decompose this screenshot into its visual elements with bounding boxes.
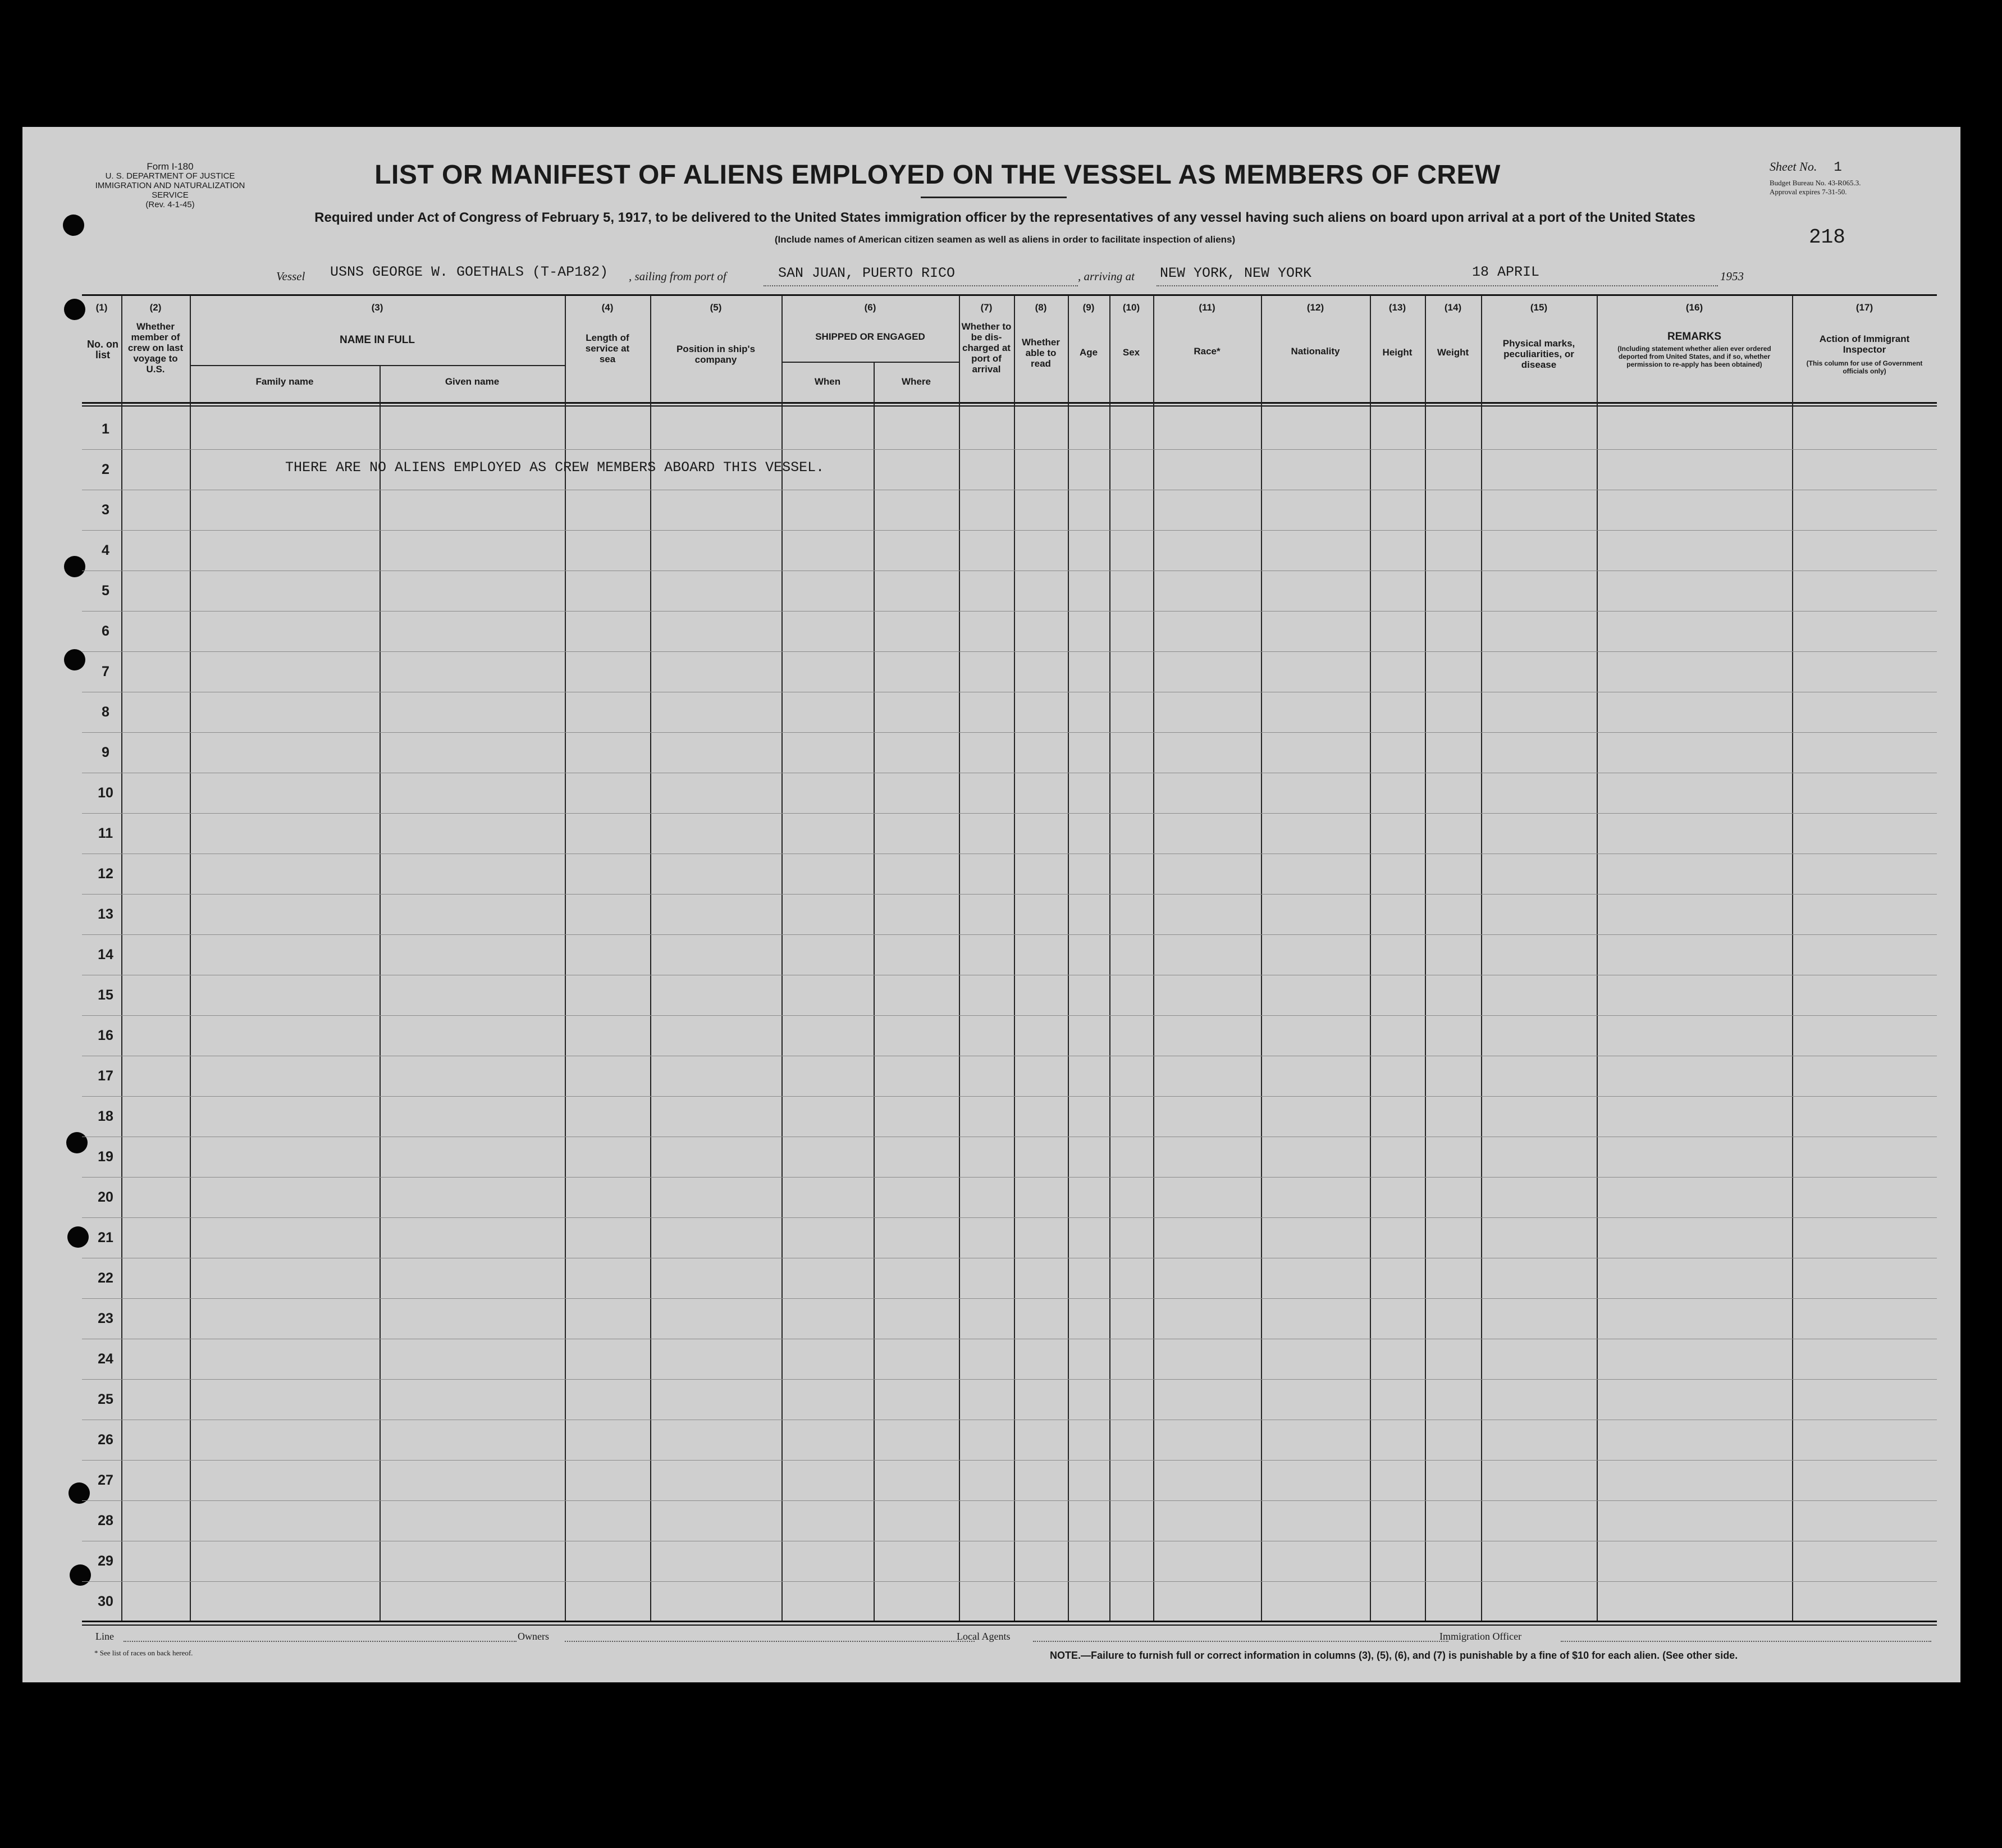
row-number: 23 xyxy=(98,1311,113,1326)
column-divider xyxy=(1109,295,1110,1621)
column-8-label: Whether able to read xyxy=(1022,337,1060,369)
row-number: 9 xyxy=(102,745,109,760)
budget-bureau-number: Budget Bureau No. 43-R065.3. xyxy=(1770,179,1861,187)
line-dotline xyxy=(124,1641,517,1642)
arriving-port: NEW YORK, NEW YORK xyxy=(1160,265,1312,281)
column-4-number: (4) xyxy=(601,302,614,313)
column-17-number: (17) xyxy=(1855,302,1873,313)
form-number: Form I-180 xyxy=(147,161,194,172)
column-11-label: Race* xyxy=(1194,346,1221,357)
form-revision: (Rev. 4-1-45) xyxy=(145,200,195,209)
column-14-label: Weight xyxy=(1437,347,1469,358)
column-14-number: (14) xyxy=(1444,302,1462,313)
column-7-label: Whether to be dis-charged at port of arrival xyxy=(961,321,1012,375)
punch-hole xyxy=(64,649,85,670)
row-rule xyxy=(82,894,1937,895)
row-number: 29 xyxy=(98,1553,113,1569)
row-number: 22 xyxy=(98,1270,113,1286)
column-12-label: Nationality xyxy=(1291,346,1340,357)
row-number: 12 xyxy=(98,866,113,882)
table-bottom-rule xyxy=(82,1625,1937,1626)
column-16-detail: (Including statement whether alien ever ordered deported from United States, and if so, whether permission to re-apply has been obtained) xyxy=(1617,345,1771,368)
sailing-dotline xyxy=(764,285,1078,286)
row-number: 19 xyxy=(98,1149,113,1165)
where-header: Where xyxy=(902,376,931,387)
row-rule xyxy=(82,1298,1937,1299)
row-number: 30 xyxy=(98,1594,113,1609)
row-rule xyxy=(82,1581,1937,1582)
column-5-number: (5) xyxy=(710,302,722,313)
column-divider xyxy=(1261,295,1262,1621)
column-8-number: (8) xyxy=(1035,302,1047,313)
punch-hole xyxy=(70,1564,91,1586)
row-rule xyxy=(82,934,1937,935)
row-number: 17 xyxy=(98,1068,113,1084)
when-header: When xyxy=(814,376,841,387)
column-divider xyxy=(1068,295,1069,1621)
penalty-note: NOTE.—Failure to furnish full or correct information in columns (3), (5), (6), and (7) is punishable by a fine of $10 for each alien. (See other side. xyxy=(1050,1650,1738,1661)
column-divider xyxy=(1597,295,1598,1621)
arrival-year: 1953 xyxy=(1720,270,1744,283)
column-divider xyxy=(380,365,381,1621)
column-1-number: (1) xyxy=(95,302,108,313)
races-footnote: * See list of races on back hereof. xyxy=(94,1649,193,1657)
column-16-label: REMARKS xyxy=(1667,331,1722,343)
column-divider xyxy=(781,295,783,1621)
column-divider xyxy=(190,295,191,1621)
column-6-label: SHIPPED OR ENGAGED xyxy=(815,331,925,342)
row-number: 10 xyxy=(98,785,113,801)
column-9-number: (9) xyxy=(1082,302,1095,313)
row-number: 20 xyxy=(98,1189,113,1205)
column-11-number: (11) xyxy=(1199,302,1215,313)
row-number: 8 xyxy=(102,704,109,720)
form-title: LIST OR MANIFEST OF ALIENS EMPLOYED ON THE VESSEL AS MEMBERS OF CREW xyxy=(374,160,1501,190)
row-number: 24 xyxy=(98,1351,113,1367)
column-3-label: NAME IN FULL xyxy=(339,334,415,346)
header-bottom-rule xyxy=(82,402,1937,404)
row-rule xyxy=(82,1096,1937,1097)
row-rule xyxy=(82,1460,1937,1461)
sheet-number xyxy=(1770,159,1842,175)
column-divider xyxy=(1370,295,1371,1621)
row-number: 27 xyxy=(98,1472,113,1488)
row-number: 1 xyxy=(102,421,109,437)
column-3-number: (3) xyxy=(371,302,383,313)
row-number: 3 xyxy=(102,502,109,518)
row-number: 28 xyxy=(98,1513,113,1528)
column-15-number: (15) xyxy=(1530,302,1548,313)
shipped-subheader-rule xyxy=(781,362,959,363)
header-top-rule xyxy=(82,294,1937,296)
column-17-label: Action of Immigrant Inspector xyxy=(1819,334,1910,355)
row-rule xyxy=(82,1500,1937,1501)
punch-hole xyxy=(63,215,84,236)
include-statement: (Include names of American citizen seamen as well as aliens in order to facilitate inspection of aliens) xyxy=(774,234,1236,245)
row-rule xyxy=(82,611,1937,612)
row-rule xyxy=(82,530,1937,531)
approval-expiry: Approval expires 7-31-50. xyxy=(1770,188,1847,196)
table-bottom-rule xyxy=(82,1621,1937,1622)
officer-dotline xyxy=(1561,1641,1931,1642)
title-underline xyxy=(921,197,1067,198)
required-statement: Required under Act of Congress of February 5, 1917, to be delivered to the United States immigration officer by the representatives of any vessel having such aliens on board upon arrival at a port of the United States xyxy=(314,210,1695,225)
row-rule xyxy=(82,813,1937,814)
column-16-number: (16) xyxy=(1685,302,1703,313)
row-number: 25 xyxy=(98,1391,113,1407)
row-number: 21 xyxy=(98,1230,113,1245)
given-name-header: Given name xyxy=(445,376,500,387)
column-divider xyxy=(874,362,875,1621)
column-divider xyxy=(959,295,960,1621)
sheet-number-value: 1 xyxy=(1834,160,1842,175)
header-bottom-rule xyxy=(82,405,1937,407)
department-name: U. S. DEPARTMENT OF JUSTICE xyxy=(105,171,235,181)
row-number: 14 xyxy=(98,947,113,962)
column-4-label: Length of service at sea xyxy=(585,332,630,364)
immigration-officer-label: Immigration Officer xyxy=(1439,1631,1522,1642)
row-rule xyxy=(82,1177,1937,1178)
column-1-label: No. on list xyxy=(87,339,118,361)
column-17-detail: (This column for use of Government officials only) xyxy=(1806,359,1923,375)
row-number: 2 xyxy=(102,462,109,477)
column-2-number: (2) xyxy=(149,302,162,313)
arrival-date: 18 APRIL xyxy=(1472,264,1540,280)
sailing-port: SAN JUAN, PUERTO RICO xyxy=(778,265,956,281)
column-divider xyxy=(1425,295,1426,1621)
owners-dotline xyxy=(565,1641,975,1642)
column-divider xyxy=(565,295,566,1621)
vessel-name: USNS GEORGE W. GOETHALS (T-AP182) xyxy=(330,264,609,280)
column-5-label: Position in ship's company xyxy=(676,344,756,365)
punch-hole xyxy=(64,556,85,577)
column-15-label: Physical marks, peculiarities, or disease xyxy=(1502,338,1575,370)
column-7-number: (7) xyxy=(980,302,993,313)
column-13-label: Height xyxy=(1382,347,1413,358)
sailing-label: , sailing from port of xyxy=(629,270,726,283)
local-agents-label: Local Agents xyxy=(957,1631,1011,1642)
row-rule xyxy=(82,651,1937,652)
arriving-label: , arriving at xyxy=(1078,270,1135,283)
row-number: 26 xyxy=(98,1432,113,1448)
row-rule xyxy=(82,1217,1937,1218)
row-number: 16 xyxy=(98,1028,113,1043)
row-number: 7 xyxy=(102,664,109,679)
column-13-number: (13) xyxy=(1388,302,1406,313)
column-divider xyxy=(1481,295,1482,1621)
row-rule xyxy=(82,1015,1937,1016)
column-12-number: (12) xyxy=(1306,302,1324,313)
no-aliens-statement: THERE ARE NO ALIENS EMPLOYED AS CREW MEMBERS ABOARD THIS VESSEL. xyxy=(285,459,825,476)
punch-hole xyxy=(67,1226,89,1248)
arriving-dotline xyxy=(1157,285,1718,286)
row-number: 5 xyxy=(102,583,109,599)
column-divider xyxy=(650,295,651,1621)
sheet-number-label: Sheet No. xyxy=(1770,159,1817,174)
row-number: 6 xyxy=(102,623,109,639)
vessel-label: Vessel xyxy=(276,270,305,283)
column-10-label: Sex xyxy=(1122,347,1140,358)
row-rule xyxy=(82,732,1937,733)
column-divider xyxy=(1792,295,1793,1621)
row-number: 13 xyxy=(98,906,113,922)
column-divider xyxy=(1153,295,1154,1621)
column-2-label: Whether member of crew on last voyage to U.S. xyxy=(127,321,184,375)
row-number: 15 xyxy=(98,987,113,1003)
manifest-sheet xyxy=(22,127,1960,1682)
service-name: IMMIGRATION AND NATURALIZATION SERVICE xyxy=(95,181,245,200)
punch-hole xyxy=(66,1132,88,1153)
row-number: 11 xyxy=(98,825,113,841)
owners-label: Owners xyxy=(518,1631,549,1642)
name-subheader-rule xyxy=(191,365,565,366)
form-identification xyxy=(77,162,263,209)
row-rule xyxy=(82,1379,1937,1380)
agents-dotline xyxy=(1033,1641,1448,1642)
family-name-header: Family name xyxy=(255,376,314,387)
column-9-label: Age xyxy=(1079,347,1098,358)
stamped-number: 218 xyxy=(1809,226,1845,249)
line-label: Line xyxy=(95,1631,114,1642)
row-number: 18 xyxy=(98,1108,113,1124)
column-6-number: (6) xyxy=(864,302,876,313)
row-rule xyxy=(82,449,1937,450)
row-number: 4 xyxy=(102,542,109,558)
budget-info xyxy=(1770,179,1861,197)
column-10-number: (10) xyxy=(1122,302,1140,313)
column-divider xyxy=(1014,295,1015,1621)
